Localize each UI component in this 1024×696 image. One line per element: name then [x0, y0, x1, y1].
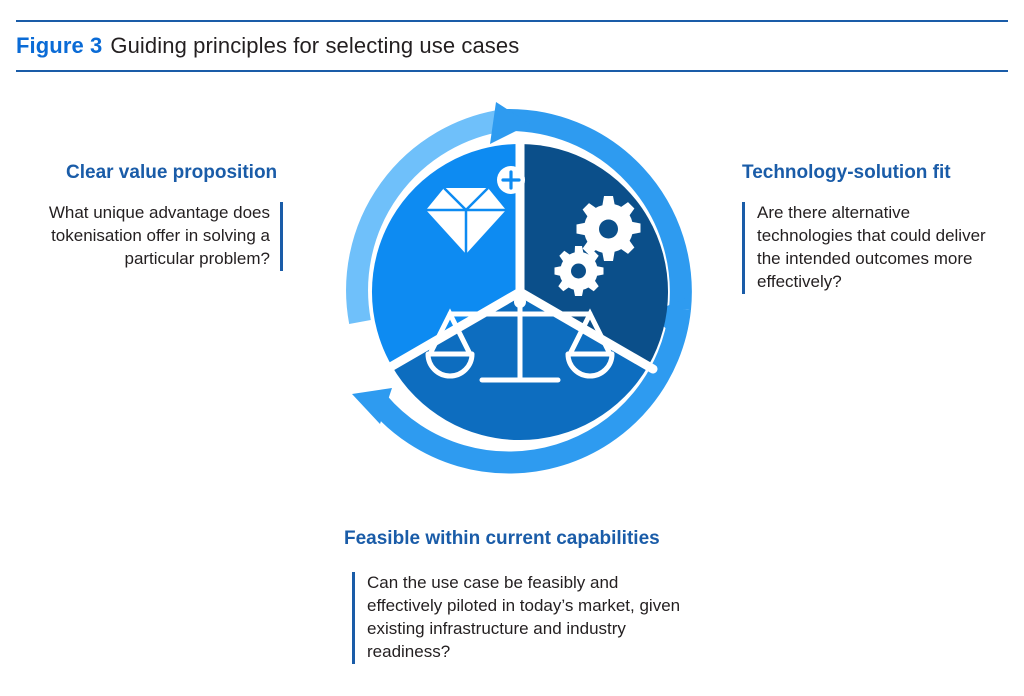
callout-body-clear-value-proposition: What unique advantage does tokenisation offer in solving a particular problem? — [22, 202, 283, 271]
callout-body-technology-solution-fit: Are there alternative technologies that could deliver the intended outcomes more effectively? — [742, 202, 1009, 294]
callout-title-clear-value-proposition: Clear value proposition — [66, 162, 278, 183]
figure-title: Guiding principles for selecting use cases — [110, 33, 520, 58]
diagram-canvas — [0, 72, 1024, 696]
callout-title-feasible-within-current-capabilities: Feasible within current capabilities — [344, 528, 660, 549]
callout-title-technology-solution-fit: Technology-solution fit — [742, 162, 951, 183]
figure-label: Figure 3 — [16, 33, 103, 58]
callout-body-feasible-within-current-capabilities: Can the use case be feasibly and effectively piloted in today’s market, given existing infrastructure and industry readiness? — [352, 572, 697, 664]
figure-header — [16, 20, 1008, 72]
three-part-cycle-diagram — [330, 102, 710, 482]
